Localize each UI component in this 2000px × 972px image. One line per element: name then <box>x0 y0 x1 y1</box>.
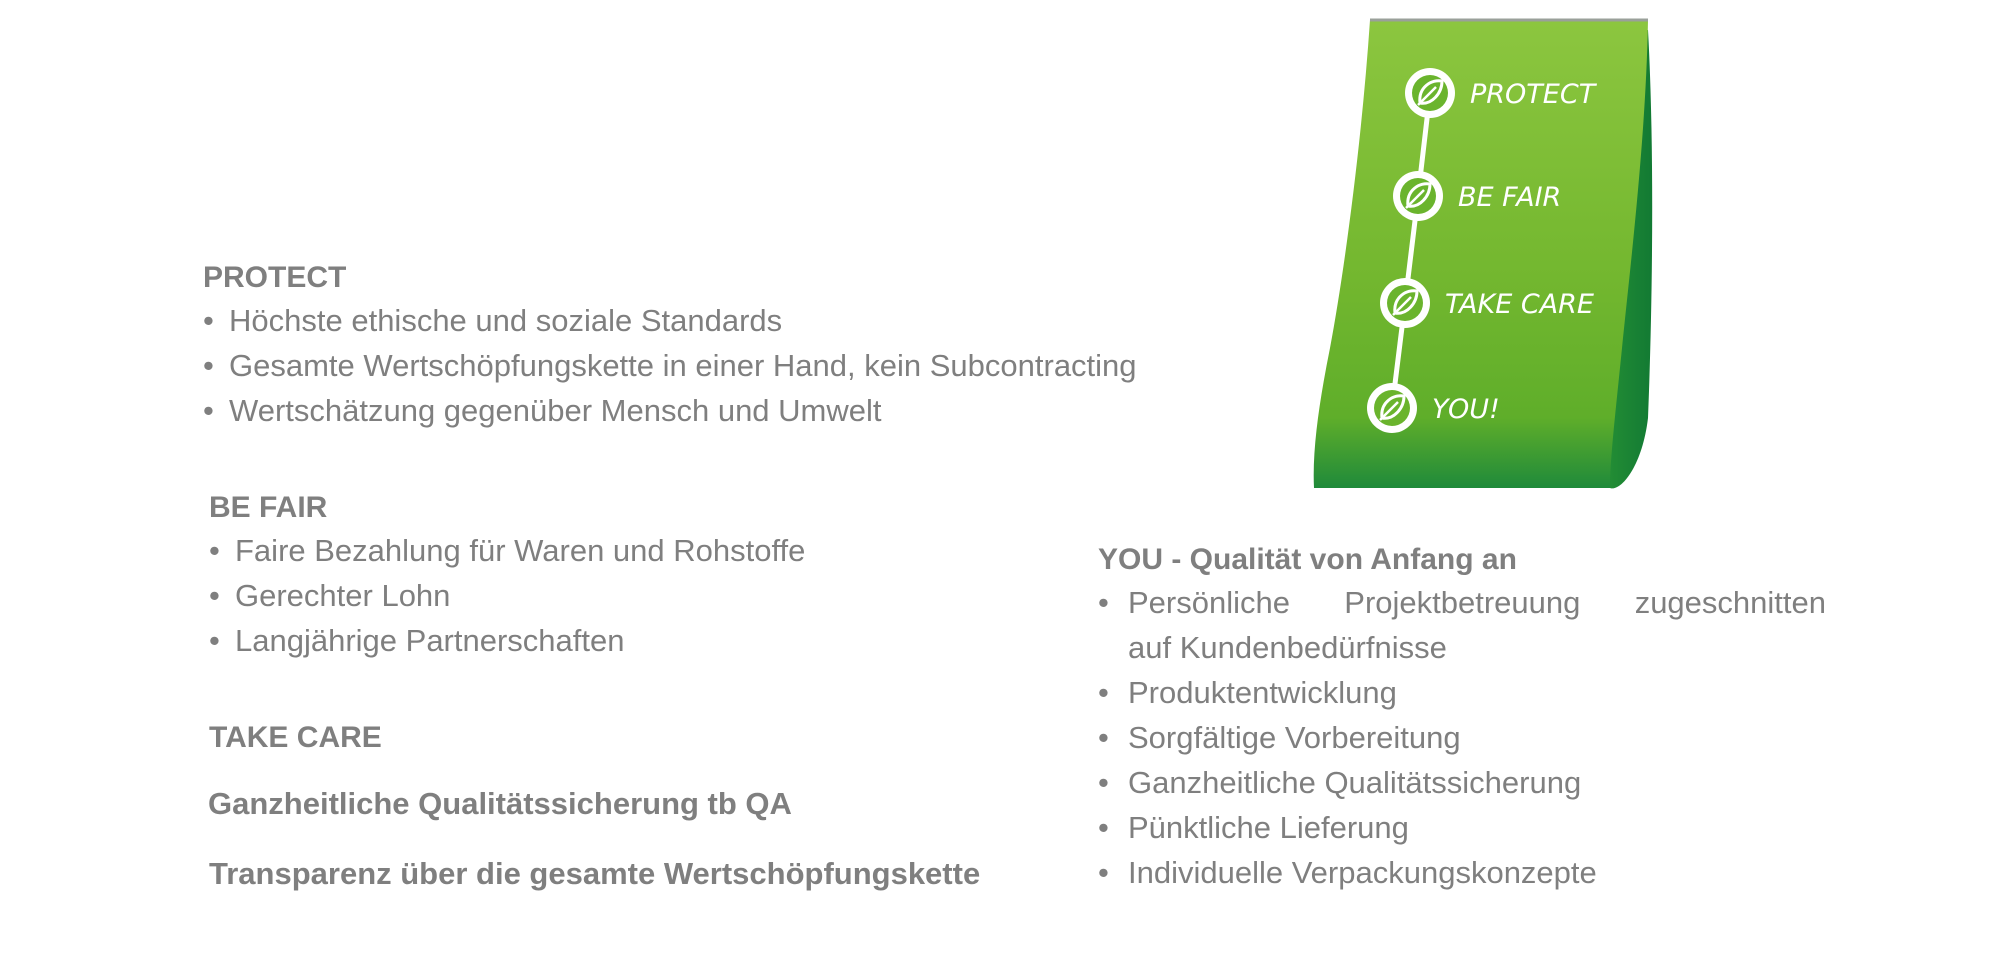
word: • Persönliche <box>1128 585 1290 620</box>
word: Projektbetreuung <box>1344 585 1581 620</box>
befair-list <box>209 528 805 663</box>
banner-label: PROTECT <box>1470 79 1596 110</box>
list-item: • Sorgfältige Vorbereitung <box>1098 715 1826 760</box>
protect-heading: PROTECT <box>203 261 347 294</box>
you-section <box>1098 540 1826 895</box>
befair-heading: BE FAIR <box>209 491 328 524</box>
befair-section <box>209 488 805 663</box>
protect-list <box>203 298 1137 433</box>
list-item: • Gesamte Wertschöpfungskette in einer Hand, kein Subcontracting <box>203 343 1137 388</box>
you-heading: YOU - Qualität von Anfang an <box>1098 543 1517 576</box>
values-banner <box>1310 18 1656 492</box>
takecare-heading: TAKE CARE <box>209 721 382 754</box>
list-item: • Wertschätzung gegenüber Mensch und Umwelt <box>203 388 1137 433</box>
leaf-icon <box>1380 278 1430 328</box>
takecare-line-transparency: Transparenz über die gesamte Wertschöpfungskette <box>209 856 981 891</box>
list-item-continuation: auf Kundenbedürfnisse <box>1128 630 1447 665</box>
list-item: • Individuelle Verpackungskonzepte <box>1098 850 1826 895</box>
list-item: • Gerechter Lohn <box>209 573 805 618</box>
leaf-icon <box>1405 68 1455 118</box>
banner-label: TAKE CARE <box>1445 289 1594 320</box>
list-item: • Pünktliche Lieferung <box>1098 805 1826 850</box>
protect-section <box>203 258 1137 433</box>
word: zugeschnitten <box>1634 585 1826 620</box>
list-item: • Ganzheitliche Qualitätssicherung <box>1098 760 1826 805</box>
list-item <box>1098 580 1826 670</box>
leaf-icon <box>1393 171 1443 221</box>
you-list <box>1098 580 1826 895</box>
takecare-line-qa: Ganzheitliche Qualitätssicherung tb QA <box>208 786 792 821</box>
banner-label: BE FAIR <box>1458 182 1562 213</box>
list-item: • Faire Bezahlung für Waren und Rohstoffe <box>209 528 805 573</box>
list-item: • Langjährige Partnerschaften <box>209 618 805 663</box>
list-item: • Produktentwicklung <box>1098 670 1826 715</box>
list-item: • Höchste ethische und soziale Standards <box>203 298 1137 343</box>
banner-label: YOU! <box>1432 394 1500 425</box>
list-item-first-line <box>1128 580 1826 625</box>
leaf-icon <box>1367 383 1417 433</box>
